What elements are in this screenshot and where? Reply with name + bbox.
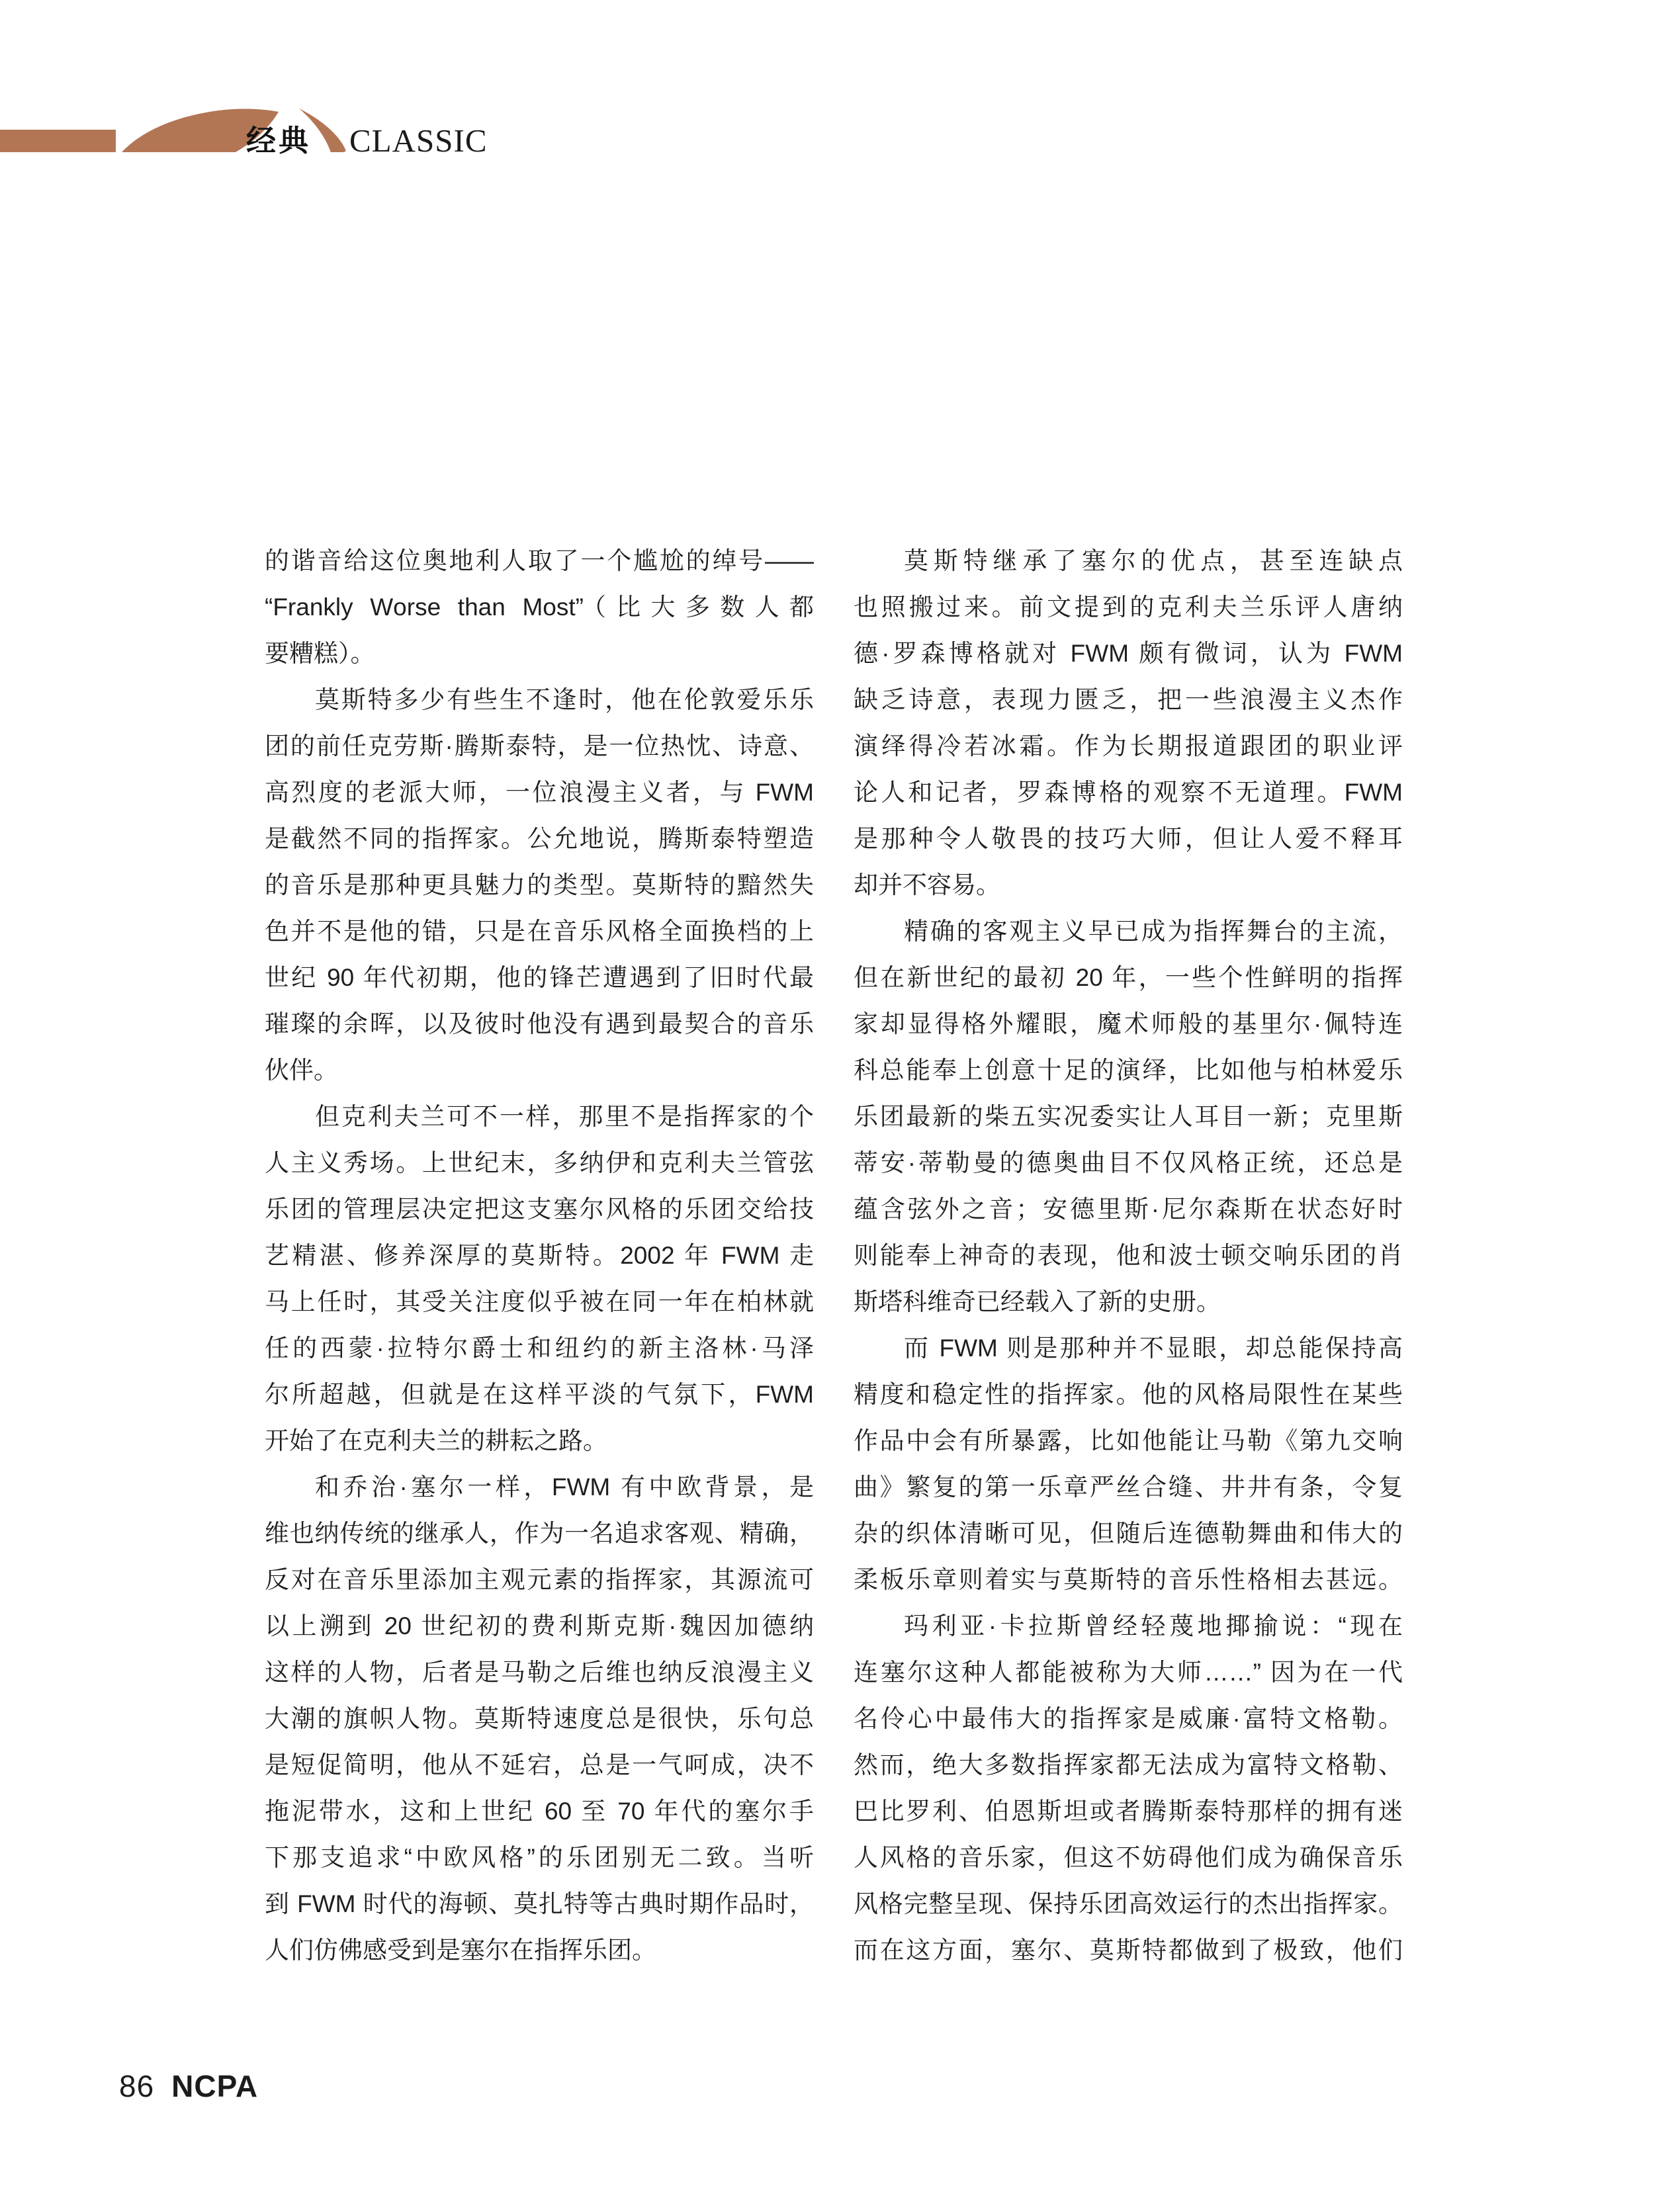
text-line: 人风格的音乐家，但这不妨碍他们成为确保音乐 — [854, 1844, 1403, 1871]
article-column-left — [265, 538, 814, 1974]
text-line: 和乔治·塞尔一样，FWM 有中欧背景，是 — [315, 1473, 814, 1501]
text-line: 的谐音给这位奥地利人取了一个尴尬的绰号—— — [265, 547, 814, 574]
text-line: 任的西蒙·拉特尔爵士和纽约的新主洛林·马泽 — [265, 1335, 814, 1362]
text-line: 是短促简明，他从不延宕，总是一气呵成，决不 — [265, 1751, 814, 1778]
text-line: 连塞尔这种人都能被称为大师……” 因为在一代 — [854, 1659, 1403, 1686]
section-title-en: CLASSIC — [349, 122, 488, 159]
text-line: 演绎得冷若冰霜。作为长期报道跟团的职业评 — [854, 732, 1403, 760]
text-line: 莫斯特多少有些生不逢时，他在伦敦爱乐乐 — [315, 686, 814, 713]
text-line: 则能奉上神奇的表现，他和波士顿交响乐团的肖 — [854, 1242, 1403, 1269]
text-line: 家却显得格外耀眼，魔术师般的基里尔·佩特连 — [854, 1010, 1403, 1037]
text-line: 人们仿佛感受到是塞尔在指挥乐团。 — [265, 1937, 656, 1964]
article-column-right — [854, 538, 1403, 1974]
page-footer — [119, 2071, 258, 2101]
text-line: 柔板乐章则着实与莫斯特的音乐性格相去甚远。 — [854, 1566, 1403, 1593]
text-line: 人主义秀场。上世纪末，多纳伊和克利夫兰管弦 — [265, 1149, 814, 1176]
text-line: 艺精湛、修养深厚的莫斯特。2002 年 FWM 走 — [265, 1242, 814, 1269]
text-line: 璀璨的余晖，以及彼时他没有遇到最契合的音乐 — [265, 1010, 814, 1037]
text-line: 斯塔科维奇已经载入了新的史册。 — [854, 1288, 1221, 1315]
text-line: 精确的客观主义早已成为指挥舞台的主流， — [904, 918, 1403, 945]
text-line: 拖泥带水，这和上世纪 60 至 70 年代的塞尔手 — [265, 1798, 814, 1825]
text-line: 然而，绝大多数指挥家都无法成为富特文格勒、 — [854, 1751, 1403, 1778]
text-line: 名伶心中最伟大的指挥家是威廉·富特文格勒。 — [854, 1705, 1403, 1732]
text-line: 却并不容易。 — [854, 871, 1000, 898]
text-line: 维也纳传统的继承人，作为一名追求客观、精确， — [265, 1520, 814, 1547]
text-line: 是截然不同的指挥家。公允地说，腾斯泰特塑造 — [265, 825, 814, 852]
text-line: 也照搬过来。前文提到的克利夫兰乐评人唐纳 — [854, 593, 1403, 621]
text-line: 色并不是他的错，只是在音乐风格全面换档的上 — [265, 918, 814, 945]
text-line: 风格完整呈现、保持乐团高效运行的杰出指挥家。 — [854, 1890, 1403, 1917]
text-line: 蒂安·蒂勒曼的德奥曲目不仅风格正统，还总是 — [854, 1149, 1403, 1176]
text-line: 团的前任克劳斯·腾斯泰特，是一位热忱、诗意、 — [265, 732, 814, 760]
text-line: 到 FWM 时代的海顿、莫扎特等古典时期作品时， — [265, 1890, 814, 1917]
text-line: 要糟糕）。 — [265, 640, 375, 667]
text-line: 缺乏诗意，表现力匮乏，把一些浪漫主义杰作 — [854, 686, 1403, 713]
text-line: 伙伴。 — [265, 1057, 338, 1084]
text-line: 莫斯特继承了塞尔的优点，甚至连缺点 — [904, 547, 1403, 574]
text-line: 作品中会有所暴露，比如他能让马勒《第九交响 — [854, 1427, 1403, 1454]
text-line: 蕴含弦外之音；安德里斯·尼尔森斯在状态好时 — [854, 1196, 1403, 1223]
text-line: 但在新世纪的最初 20 年，一些个性鲜明的指挥 — [854, 964, 1403, 991]
text-line: 马上任时，其受关注度似乎被在同一年在柏林就 — [265, 1288, 814, 1315]
text-line: 这样的人物，后者是马勒之后维也纳反浪漫主义 — [265, 1659, 814, 1686]
text-line: 尔所超越，但就是在这样平淡的气氛下，FWM — [265, 1381, 814, 1408]
text-line: 是那种令人敬畏的技巧大师，但让人爱不释耳 — [854, 825, 1403, 852]
text-line: 曲》繁复的第一乐章严丝合缝、井井有条，令复 — [854, 1473, 1403, 1501]
text-line: 杂的织体清晰可见，但随后连德勒舞曲和伟大的 — [854, 1520, 1403, 1547]
text-line: 乐团最新的柴五实况委实让人耳目一新；克里斯 — [854, 1103, 1403, 1130]
text-line: 但克利夫兰可不一样，那里不是指挥家的个 — [315, 1103, 814, 1130]
text-line: 而在这方面，塞尔、莫斯特都做到了极致，他们 — [854, 1937, 1403, 1964]
text-line: 世纪 90 年代初期，他的锋芒遭遇到了旧时代最 — [265, 964, 814, 991]
text-line: 下那支追求“中欧风格”的乐团别无二致。当听 — [265, 1844, 814, 1871]
text-line: 开始了在克利夫兰的耕耘之路。 — [265, 1427, 607, 1454]
text-line: 乐团的管理层决定把这支塞尔风格的乐团交给技 — [265, 1196, 814, 1223]
text-line: 而 FWM 则是那种并不显眼，却总能保持高 — [904, 1335, 1403, 1362]
text-line: 反对在音乐里添加主观元素的指挥家，其源流可 — [265, 1566, 814, 1593]
magazine-name: NCPA — [171, 2069, 259, 2103]
text-line: 的音乐是那种更具魅力的类型。莫斯特的黯然失 — [265, 871, 814, 898]
text-line: 巴比罗利、伯恩斯坦或者腾斯泰特那样的拥有迷 — [854, 1798, 1403, 1825]
text-line: 论人和记者，罗森博格的观察不无道理。FWM — [854, 779, 1403, 806]
text-line: 大潮的旗帜人物。莫斯特速度总是很快，乐句总 — [265, 1705, 814, 1732]
text-line: 玛利亚·卡拉斯曾经轻蔑地揶揄说：“现在 — [904, 1612, 1403, 1640]
page-number: 86 — [119, 2069, 155, 2103]
text-line: 科总能奉上创意十足的演绎，比如他与柏林爱乐 — [854, 1057, 1403, 1084]
text-line: 以上溯到 20 世纪初的费利斯克斯·魏因加德纳 — [265, 1612, 814, 1640]
logo-bar — [0, 130, 116, 152]
text-line: “Frankly Worse than Most”（比大多数人都 — [265, 593, 814, 621]
text-line: 高烈度的老派大师，一位浪漫主义者，与 FWM — [265, 779, 814, 806]
text-line: 德·罗森博格就对 FWM 颇有微词，认为 FWM — [854, 640, 1403, 667]
text-line: 精度和稳定性的指挥家。他的风格局限性在某些 — [854, 1381, 1403, 1408]
section-title-cn: 经典 — [246, 123, 312, 158]
